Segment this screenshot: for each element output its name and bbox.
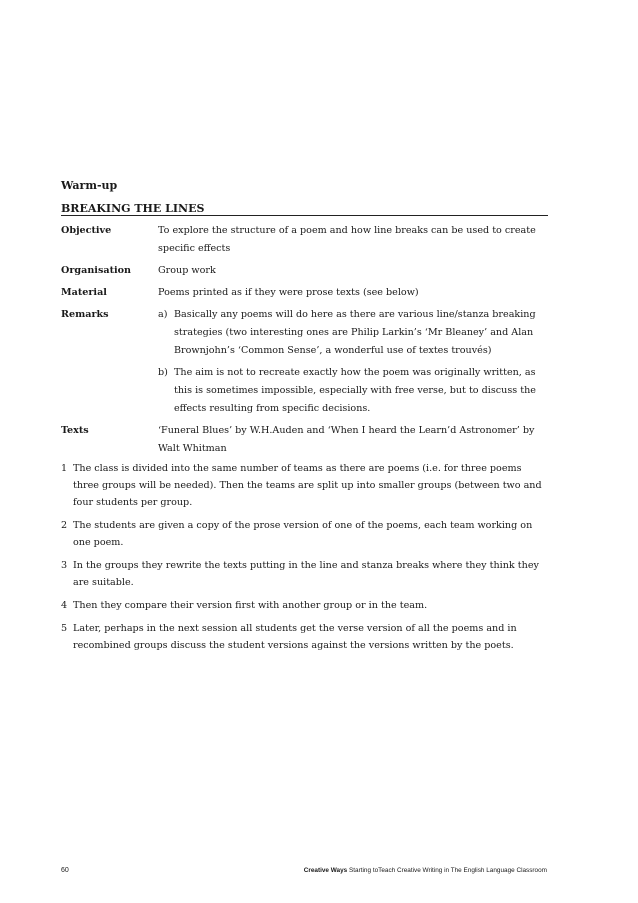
info-key: Objective xyxy=(61,225,112,236)
section-label: Warm-up xyxy=(61,179,118,192)
remark-item-a xyxy=(158,306,548,360)
title-divider xyxy=(61,215,548,216)
remark-marker: a) xyxy=(158,309,168,320)
book-subtitle: Starting toTeach Creative Writing in The English Language Classroom xyxy=(349,867,547,874)
step-text: In the groups they rewrite the texts putting in the line and stanza breaks where they think they are suitable. xyxy=(73,560,539,588)
info-value: To explore the structure of a poem and how line breaks can be used to create specific effects xyxy=(158,225,536,254)
step-number: 2 xyxy=(61,520,68,531)
step-number: 4 xyxy=(61,600,68,611)
step-text: Then they compare their version first with another group or in the team. xyxy=(73,600,428,611)
remark-marker: b) xyxy=(158,367,168,378)
step-text: The class is divided into the same number of teams as there are poems (i.e. for three poems three groups will be needed). Then the teams are split up into smaller groups (between two and four students per group. xyxy=(73,463,542,508)
procedure-step xyxy=(61,517,548,551)
step-number: 5 xyxy=(61,623,68,634)
procedure-step xyxy=(61,557,548,591)
book-title: Creative Ways xyxy=(303,867,348,874)
step-number: 1 xyxy=(61,463,68,474)
step-text: The students are given a copy of the prose version of one of the poems, each team working on one poem. xyxy=(73,520,533,548)
info-row-texts xyxy=(61,422,548,458)
info-value xyxy=(158,306,548,418)
info-value: ‘Funeral Blues’ by W.H.Auden and ‘When I heard the Learn’d Astronomer’ by Walt Whitman xyxy=(158,425,535,454)
procedure-step xyxy=(61,597,548,614)
info-key: Texts xyxy=(61,425,89,436)
remark-item-b xyxy=(158,364,548,418)
info-row-objective xyxy=(61,222,548,258)
procedure-steps xyxy=(61,460,548,660)
step-number: 3 xyxy=(61,560,68,571)
info-row-organisation xyxy=(61,262,548,280)
info-key: Material xyxy=(61,287,107,298)
page-number: 60 xyxy=(61,867,69,874)
info-row-material xyxy=(61,284,548,302)
info-key: Remarks xyxy=(61,309,109,320)
section-title: BREAKING THE LINES xyxy=(61,202,205,215)
remark-text: The aim is not to recreate exactly how the poem was originally written, as this is sometimes impossible, especially with free verse, but to discuss the effects resulting from specific decisions. xyxy=(174,367,536,414)
info-row-remarks xyxy=(61,306,548,418)
running-footer xyxy=(304,867,547,874)
activity-info-table xyxy=(61,222,548,462)
remark-text: Basically any poems will do here as there are various line/stanza breaking strategies (two interesting ones are Philip Larkin’s ‘Mr Bleaney’ and Alan Brownjohn’s ‘Common Sense’, a wonderful use of textes trouvés) xyxy=(174,309,536,356)
info-value: Group work xyxy=(158,265,216,276)
procedure-step xyxy=(61,620,548,654)
info-value: Poems printed as if they were prose texts (see below) xyxy=(158,287,419,298)
procedure-step xyxy=(61,460,548,511)
info-key: Organisation xyxy=(61,265,132,276)
step-text: Later, perhaps in the next session all students get the verse version of all the poems and in recombined groups discuss the student versions against the versions written by the poets. xyxy=(73,623,517,651)
